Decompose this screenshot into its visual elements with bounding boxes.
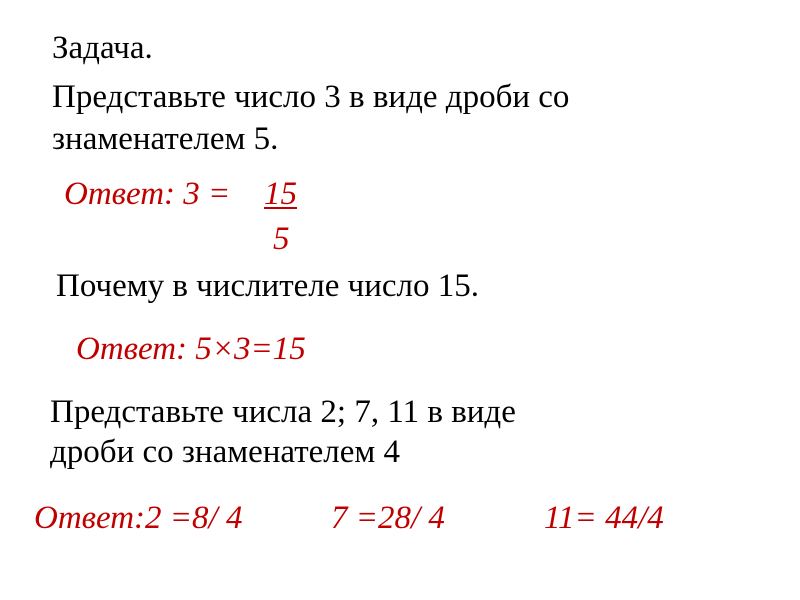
- answer-3-part-2: 7 =28/ 4: [331, 500, 445, 536]
- answer-1-numerator: 15: [264, 176, 297, 212]
- question-line: Почему в числителе число 15.: [56, 268, 480, 304]
- task-line-2: знаменателем 5.: [52, 121, 279, 157]
- task-heading: Задача.: [52, 30, 153, 66]
- task-2-line-1: Представьте числа 2; 7, 11 в виде: [50, 394, 516, 430]
- answer-2: Ответ: 5×3=15: [76, 331, 306, 367]
- task-line-1: Представьте число 3 в виде дроби со: [52, 79, 570, 115]
- answer-1-denominator: 5: [273, 221, 290, 257]
- answer-3-part-3: 11= 44/4: [544, 500, 664, 536]
- answer-1-prefix: Ответ: 3 =: [64, 176, 231, 212]
- task-2-line-2: дроби со знаменателем 4: [50, 434, 401, 470]
- answer-3-part-1: Ответ:2 =8/ 4: [34, 500, 243, 536]
